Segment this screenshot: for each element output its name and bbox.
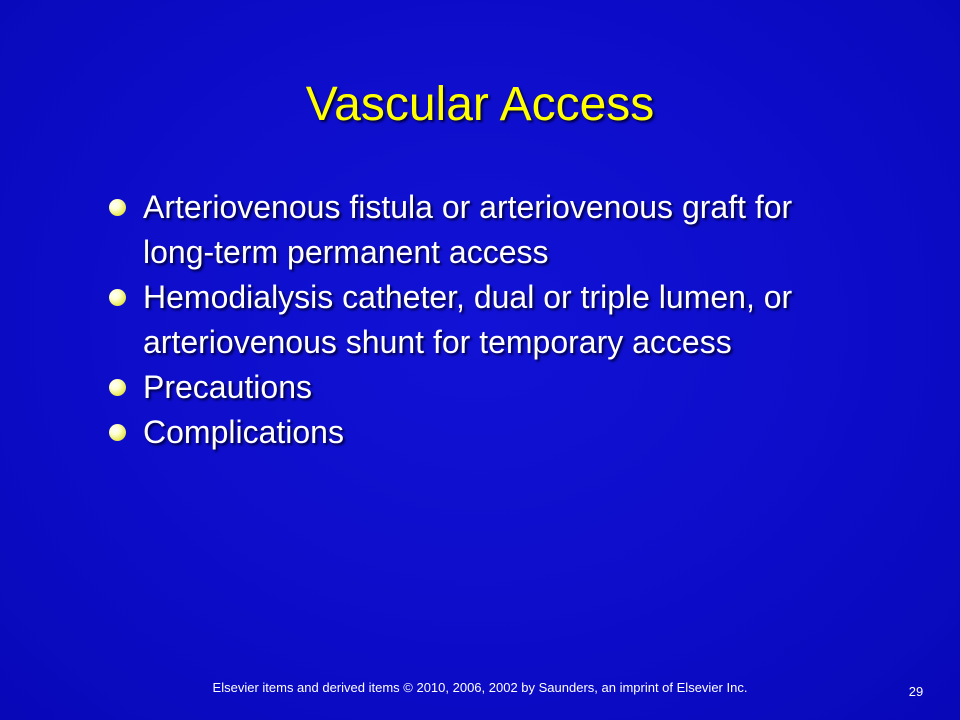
bullet-item [105, 365, 865, 410]
bullet-dot-icon [109, 424, 126, 441]
bullet-text: Precautions [143, 369, 312, 405]
bullet-item [105, 185, 865, 275]
slide-title: Vascular Access [305, 78, 655, 131]
bullet-text: Arteriovenous fistula or arteriovenous graft for long-term permanent access [143, 189, 793, 270]
bullet-text: Hemodialysis catheter, dual or triple lumen, or arteriovenous shunt for temporary access [143, 279, 793, 360]
bullet-item [105, 275, 865, 365]
copyright-footer: Elsevier items and derived items © 2010, 2006, 2002 by Saunders, an imprint of Elsevier Inc. [212, 680, 748, 695]
bullet-item [105, 410, 865, 455]
bullet-text: Complications [143, 414, 344, 450]
bullet-list [105, 185, 865, 455]
page-number: 29 [908, 684, 924, 699]
bullet-dot-icon [109, 379, 126, 396]
bullet-dot-icon [109, 199, 126, 216]
bullet-dot-icon [109, 289, 126, 306]
